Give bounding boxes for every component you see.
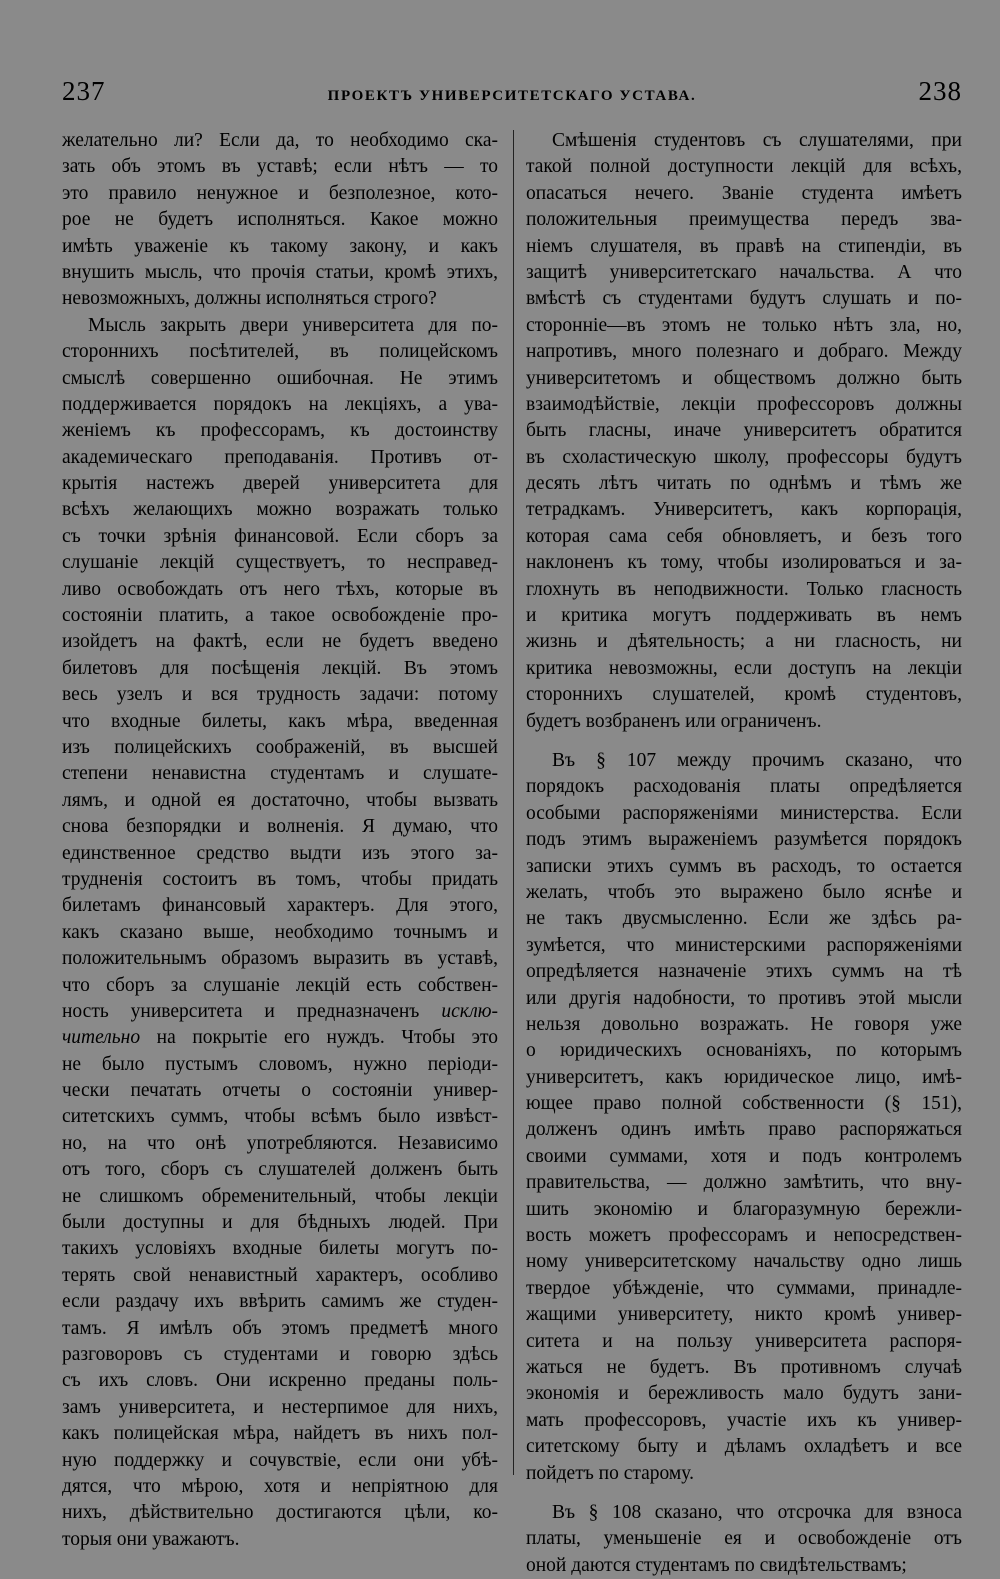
text-line: ному университетскому начальству одно лишь xyxy=(526,1251,962,1273)
text-line: внушить мысль, что прочія статьи, кромѣ этихъ, xyxy=(62,261,498,283)
text-line: билетамъ финансовый характеръ. Для этого, xyxy=(62,895,498,917)
text-line: которая сама себя обновляетъ, и безъ того xyxy=(526,525,962,547)
text-line: жаться не будетъ. Въ противномъ случаѣ xyxy=(526,1356,962,1378)
text-line: академическаго преподаванія. Противъ от- xyxy=(62,446,498,468)
text-line: сторонніе—въ этомъ не только нѣтъ зла, но, xyxy=(526,314,962,336)
text-line: лямъ, и одной ея достаточно, чтобы вызвать xyxy=(62,789,498,811)
text-line: единственное средство выдти изъ этого за- xyxy=(62,842,498,864)
text-line: Въ § 107 между прочимъ сказано, что xyxy=(552,749,962,771)
paragraph-gap xyxy=(526,735,962,748)
text-line: ющее право полной собственности (§ 151), xyxy=(526,1093,962,1115)
paragraph xyxy=(62,128,498,313)
text-line: были доступны и для бѣдныхъ людей. При xyxy=(62,1212,498,1234)
text-line: нельзя довольно возражать. Не говоря уже xyxy=(526,1013,962,1035)
text-line: разговоровъ съ студентами и говорю здѣсь xyxy=(62,1343,498,1365)
text-line: своими суммами, хотя и подъ контролемъ xyxy=(526,1145,962,1167)
paragraph xyxy=(62,313,498,1553)
text-line: рое не будетъ исполняться. Какое можно xyxy=(62,209,498,231)
text-line: изъ полицейскихъ соображеній, въ высшей xyxy=(62,736,498,758)
text-line: пойдетъ по старому. xyxy=(526,1462,694,1484)
text-line: ливо освобождать отъ него тѣхъ, которые въ xyxy=(62,578,498,600)
text-line: какъ полицейская мѣра, найдетъ въ нихъ пол- xyxy=(62,1423,498,1445)
text-line: порядокъ расходованія платы опредѣляется xyxy=(526,776,962,798)
text-line: глохнуть въ неподвижности. Только гласность xyxy=(526,578,962,600)
text-line: ную поддержку и сочувствіе, если они убѣ- xyxy=(62,1449,498,1471)
text-line: подъ этимъ выраженіемъ разумѣется порядокъ xyxy=(526,829,962,851)
text-line: зумѣется, что министерскими распоряженіями xyxy=(526,934,962,956)
paragraph xyxy=(526,748,962,1487)
text-line: какъ сказано выше, необходимо точнымъ и xyxy=(62,921,498,943)
text-line: изойдетъ на фактѣ, если не будетъ введено xyxy=(62,631,498,653)
text-line: правительства, — должно замѣтить, что вну- xyxy=(526,1172,962,1194)
text-line: записки этихъ суммъ въ расходъ, то остается xyxy=(526,855,962,877)
text-line: чески печатать отчеты о состояніи универ- xyxy=(62,1080,498,1102)
text-line: не такъ двусмысленно. Если же здѣсь ра- xyxy=(526,908,962,930)
text-line: крытія настежъ дверей университета для xyxy=(62,473,498,495)
text-line: особыми распоряженіями министерства. Если xyxy=(526,802,962,824)
text-line: положительнымъ образомъ выразить въ уставѣ, xyxy=(62,948,498,970)
text-line: желать, чтобъ это выражено было яснѣе и xyxy=(526,881,962,903)
text-line: весь узелъ и вся трудность задачи: потому xyxy=(62,684,498,706)
text-line: быть гласны, иначе университетъ обратится xyxy=(526,420,962,442)
text-line: въ схоластическую школу, профессоры будутъ xyxy=(526,446,962,468)
text-line: стороннихъ посѣтителей, въ полицейскомъ xyxy=(62,341,498,363)
text-line: ситетскому быту и дѣламъ охладѣетъ и все xyxy=(526,1436,962,1458)
text-line: критика невозможны, если доступъ на лекціи xyxy=(526,657,962,679)
text-line: съ точки зрѣнія финансовой. Если сборъ за xyxy=(62,525,498,547)
text-line: оной даются студентамъ по свидѣтельствамъ; xyxy=(526,1554,907,1576)
text-line: но, на что онѣ употребляются. Независимо xyxy=(62,1132,498,1154)
running-header xyxy=(62,76,962,110)
text-line: имѣть уваженіе къ такому закону, и какъ xyxy=(62,235,498,257)
text-line: дятся, что мѣрою, хотя и непріятною для xyxy=(62,1475,498,1497)
text-line: съ ихъ словъ. Они искренно преданы поль- xyxy=(62,1370,498,1392)
text-line: жизнь и дѣятельность; а ни гласность, ни xyxy=(526,631,962,653)
text-line: невозможныхъ, должны исполняться строго? xyxy=(62,288,437,310)
text-line: билетовъ для посѣщенія лекцій. Въ этомъ xyxy=(62,657,498,679)
text-line: слушаніе лекцій существуетъ, то несправед- xyxy=(62,552,498,574)
text-line: если раздачу ихъ ввѣрить самимъ же студен- xyxy=(62,1291,498,1313)
text-line: защитѣ университетскаго начальства. А что xyxy=(526,261,962,283)
text-line: опасаться нечего. Званіе студента имѣетъ xyxy=(526,182,962,204)
right-column xyxy=(512,128,962,1579)
text-line: состояніи платить, а такое освобожденіе про- xyxy=(62,605,498,627)
text-line: такой полной доступности лекцій для всѣхъ, xyxy=(526,156,962,178)
text-line: вость можетъ профессорамъ и непосредствен- xyxy=(526,1225,962,1247)
text-line: торыя они уважаютъ. xyxy=(62,1528,240,1550)
text-line: вмѣстѣ съ студентами будутъ слушать и по- xyxy=(526,288,962,310)
text-line: всѣхъ желающихъ можно возражать только xyxy=(62,499,498,521)
text-line: твердое убѣжденіе, что суммами, принадле- xyxy=(526,1277,962,1299)
text-line: наклоненъ къ тому, чтобы изолироваться и за- xyxy=(526,552,962,574)
text-line: тамъ. Я имѣлъ объ этомъ предметѣ много xyxy=(62,1317,498,1339)
text-line: смыслѣ совершенно ошибочная. Не этимъ xyxy=(62,367,498,389)
text-line: взаимодѣйствіе, лекціи профессоровъ должны xyxy=(526,393,962,415)
text-columns xyxy=(62,128,962,1579)
text-line: мать профессоровъ, участіе ихъ къ универ- xyxy=(526,1409,962,1431)
text-line: будетъ возбраненъ или ограниченъ. xyxy=(526,710,822,732)
text-line: ніемъ слушателя, въ правѣ на стипендіи, въ xyxy=(526,235,962,257)
text-line: не слишкомъ обременительный, чтобы лекціи xyxy=(62,1185,498,1207)
paragraph xyxy=(526,128,962,735)
text-line: Смѣшенія студентовъ съ слушателями, при xyxy=(552,130,962,151)
text-line: такихъ условіяхъ входные билеты могутъ по- xyxy=(62,1238,498,1260)
text-line: о юридическихъ основаніяхъ, по которымъ xyxy=(526,1040,962,1062)
text-line: поддерживается порядокъ на лекціяхъ, а ува- xyxy=(62,393,498,415)
text-line: университетомъ и обществомъ должно быть xyxy=(526,367,962,389)
running-title: ПРОЕКТЪ УНИВЕРСИТЕТСКАГО УСТАВА. xyxy=(327,88,697,104)
page-number-right: 238 xyxy=(918,76,962,106)
page-number-left: 237 xyxy=(62,76,106,106)
text-line: стороннихъ слушателей, кромѣ студентовъ, xyxy=(526,684,962,706)
left-column xyxy=(62,128,512,1579)
text-line: положительныя преимущества передъ зва- xyxy=(526,209,962,231)
text-line: желательно ли? Если да, то необходимо ска- xyxy=(62,130,498,151)
text-line: это правило ненужное и безполезное, кото- xyxy=(62,182,498,204)
text-line: Въ § 108 сказано, что отсрочка для взноса xyxy=(552,1501,962,1523)
text-line: или другія надобности, то противъ этой мысли xyxy=(526,987,962,1009)
text-line: десять лѣтъ читать по однѣмъ и тѣмъ же xyxy=(526,473,962,495)
text-line: тетрадкамъ. Университетъ, какъ корпорація, xyxy=(526,499,962,521)
text-line: шить экономію и благоразумную бережли- xyxy=(526,1198,962,1220)
text-line: университетъ, какъ юридическое лицо, имѣ- xyxy=(526,1066,962,1088)
text-line: терять свой ненавистный характеръ, особливо xyxy=(62,1264,498,1286)
text-line: платы, уменьшеніе ея и освобожденіе отъ xyxy=(526,1528,962,1550)
text-line: нихъ, дѣйствительно достигаются цѣли, ко- xyxy=(62,1502,498,1524)
text-line: жащими университету, никто кромѣ универ- xyxy=(526,1304,962,1326)
text-line: опредѣляется назначеніе этихъ суммъ на тѣ xyxy=(526,961,962,983)
text-line: зать объ этомъ въ уставѣ; если нѣтъ — то xyxy=(62,156,498,178)
text-line: ситета и на пользу университета распоря- xyxy=(526,1330,962,1352)
text-line: отъ того, сборъ съ слушателей долженъ быть xyxy=(62,1159,498,1181)
text-line: что входные билеты, какъ мѣра, введенная xyxy=(62,710,498,732)
paragraph xyxy=(526,1500,962,1579)
text-line: что сборъ за слушаніе лекцій есть собствен- xyxy=(62,974,498,996)
text-line: и критика могутъ поддерживать въ немъ xyxy=(526,605,962,627)
text-line: Мысль закрыть двери университета для по- xyxy=(88,314,498,336)
text-line: не было пустымъ словомъ, нужно періоди- xyxy=(62,1053,498,1075)
text-line: степени ненавистна студентамъ и слушате- xyxy=(62,763,498,785)
text-line: снова безпорядки и волненія. Я думаю, что xyxy=(62,816,498,838)
paragraph-gap xyxy=(526,1487,962,1500)
text-line: ность университета и предназначенъ исклю- xyxy=(62,1000,498,1022)
text-line: чительно на покрытіе его нуждъ. Чтобы это xyxy=(62,1027,498,1049)
text-line: экономія и бережливость мало будутъ зани- xyxy=(526,1383,962,1405)
text-line: трудненія состоитъ въ томъ, чтобы придать xyxy=(62,868,498,890)
text-line: женіемъ къ профессорамъ, къ достоинству xyxy=(62,420,498,442)
text-line: ситетскихъ суммъ, чтобы всѣмъ было извѣст- xyxy=(62,1106,498,1128)
text-line: замъ университета, и нестерпимое для нихъ, xyxy=(62,1396,498,1418)
text-line: напротивъ, много полезнаго и добраго. Между xyxy=(526,341,962,363)
text-line: долженъ одинъ имѣть право распоряжаться xyxy=(526,1119,962,1141)
